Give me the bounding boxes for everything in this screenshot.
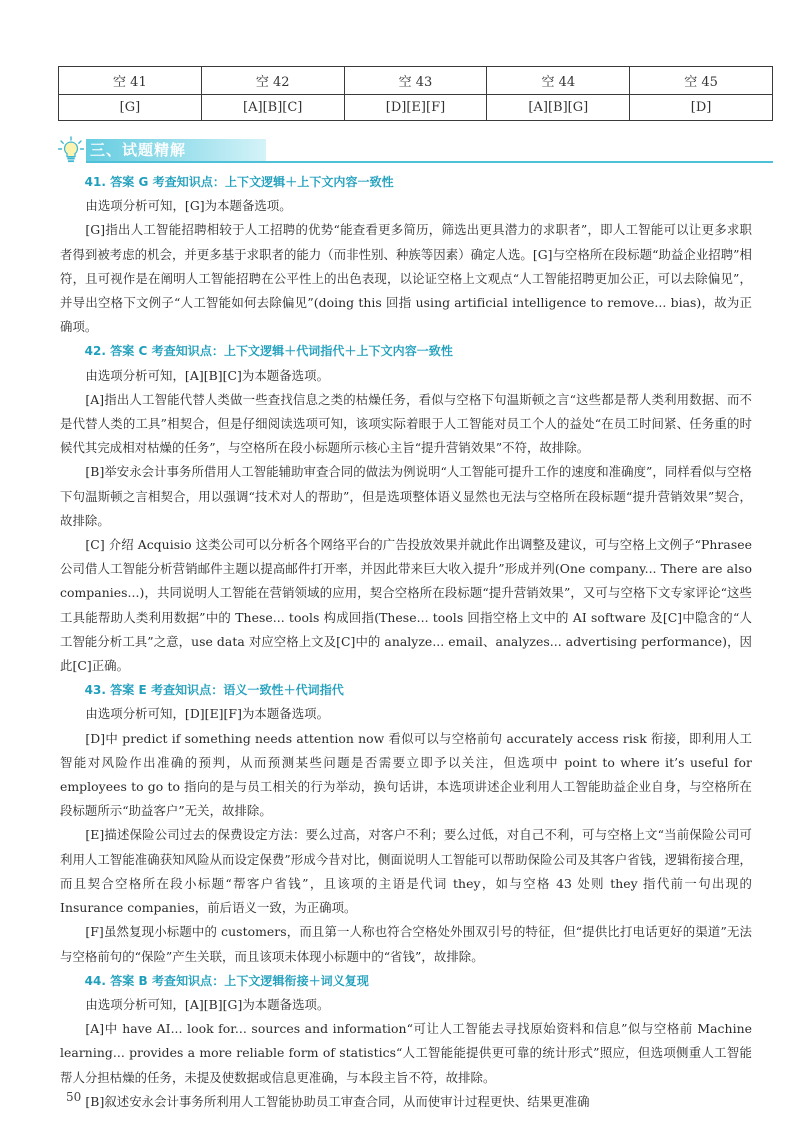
section-header-rule [86,161,773,163]
answer-heading: 41. 答案 G 考查知识点：上下文逻辑＋上下文内容一致性 [84,175,394,189]
table-header-cell: 空 45 [630,67,773,95]
table-header-cell: 空 42 [201,67,344,95]
explanation-paragraph: 由选项分析可知，[D][E][F]为本题备选项。 [85,706,330,722]
answer-table-header-row [59,67,773,95]
answer-heading: 42. 答案 C 考查知识点：上下文逻辑＋代词指代＋上下文内容一致性 [84,344,453,359]
table-header-cell: 空 44 [487,67,630,95]
table-cell: [D][E][F] [344,95,487,121]
explanation-paragraph: [B]举安永会计事务所借用人工智能辅助审查合同的做法为例说明“人工智能可提升工作的速度和准确度”，同样看似与空格下句温斯顿之言相契合，用以强调“技术对人的帮助”，但是选项整体语义显然也无法与空格所在段标题“提升营销效果”契合，故排除。 [60,464,752,528]
section-header [58,136,773,164]
explanation-paragraph: [C] 介绍 Acquisio 这类公司可以分析各个网络平台的广告投放效果并就此作出调整及建议，可与空格上文例子“Phrasee 公司借人工智能分析营销邮件主题以提高邮件打开率，并因此带来巨大收入提升”形成并列(One company... There are also companies...)，共同说明人工智能在营销领域的应用，契合空格所在段标题“提升营销效果”，又可与空格下文专家评论“这些工具能帮助人类利用数据”中的 These... tools 构成回指(These... tools 回指空格上文中的 AI software 及[C]中隐含的“人工智能分析工具”之意，use data 对应空格上文及[C]中的 analyze... email、analyzes... advertising performance)，因此[C]正确。 [60,537,752,674]
table-header-cell: 空 43 [344,67,487,95]
explanation-paragraph: 由选项分析可知，[A][B][G]为本题备选项。 [85,996,330,1012]
answer-table-row [59,95,773,121]
explanation-paragraph: [F]虽然复现小标题中的 customers，而且第一人称也符合空格处外围双引号的特征，但“提供比打电话更好的渠道”无法与空格前句的“保险”产生关联，而且该项未体现小标题中的“省钱”，故排除。 [60,924,752,964]
answer-heading: 43. 答案 E 考查知识点：语义一致性＋代词指代 [84,683,344,698]
section-title: 三、试题精解 [90,141,187,159]
table-cell: [G] [59,95,202,121]
explanation-paragraph: [B]叙述安永会计事务所利用人工智能协助员工审查合同，从而使审计过程更快、结果更准确 [85,1093,590,1109]
explanation-paragraph: 由选项分析可知，[G]为本题备选项。 [85,198,292,214]
page-number: 50 [66,1090,82,1104]
answer-heading: 44. 答案 B 考查知识点：上下文逻辑衔接＋词义复现 [84,973,369,988]
explanation-paragraph: [E]描述保险公司过去的保费设定方法：要么过高，对客户不利；要么过低，对自己不利，可与空格上文“当前保险公司可利用人工智能准确获知风险从而设定保费”形成今昔对比，侧面说明人工智能可以帮助保险公司及其客户省钱，逻辑衔接合理，而且契合空格所在段小标题“帮客户省钱”，且该项的主语是代词 they，如与空格 43 处则 they 指代前一句出现的 Insurance companies，前后语义一致，为正确项。 [60,827,752,916]
lightbulb-icon [58,136,84,164]
explanation-paragraph: [A]中 have AI... look for... sources and information“可让人工智能去寻找原始资料和信息”似与空格前 Machine learning... provides a more reliable form of statistics“人工智能能提供更可靠的统计形式”照应，但选项侧重人工智能帮人分担枯燥的任务，未提及使数据或信息更准确，与本段主旨不符，故排除。 [60,1021,752,1085]
answer-explanations [60,170,752,1114]
explanation-paragraph: [D]中 predict if something needs attention now 看似可以与空格前句 accurately access risk 衔接，即利用人工智能对风险作出准确的预判，从而预测某些问题是否需要立即予以关注，但选项中 point to where it’s useful for employees to go to 指向的是与员工相关的行为举动，换句话讲，本选项讲述企业利用人工智能助益企业自身，与空格所在段标题所示“助益客户”无关，故排除。 [60,730,752,819]
table-cell: [A][B][G] [487,95,630,121]
explanation-paragraph: [G]指出人工智能招聘相较于人工招聘的优势“能查看更多简历，筛选出更具潜力的求职者”，即人工智能可以让更多求职者得到被考虑的机会，并更多基于求职者的能力（而非性别、种族等因素）确定人选。[G]与空格所在段标题“助益企业招聘”相符，且可视作是在阐明人工智能招聘在公平性上的出色表现，以论证空格上文观点“人工智能招聘更加公正，可以去除偏见”，并导出空格下文例子“人工智能如何去除偏见”(doing this 回指 using artificial intelligence to remove... bias)，故为正确项。 [60,222,752,335]
table-cell: [D] [630,95,773,121]
table-cell: [A][B][C] [201,95,344,121]
answer-table [58,66,773,121]
explanation-paragraph: [A]指出人工智能代替人类做一些查找信息之类的枯燥任务，看似与空格下句温斯顿之言“这些都是帮人类利用数据、而不是代替人类的工具”相契合，但是仔细阅读选项可知，该项实际着眼于人工智能对员工个人的益处“在员工时间紧、任务重的时候代其完成相对枯燥的任务”，与空格所在段小标题所示核心主旨“提升营销效果”不符，故排除。 [60,391,752,456]
table-header-cell: 空 41 [59,67,202,95]
explanation-paragraph: 由选项分析可知，[A][B][C]为本题备选项。 [85,367,330,383]
